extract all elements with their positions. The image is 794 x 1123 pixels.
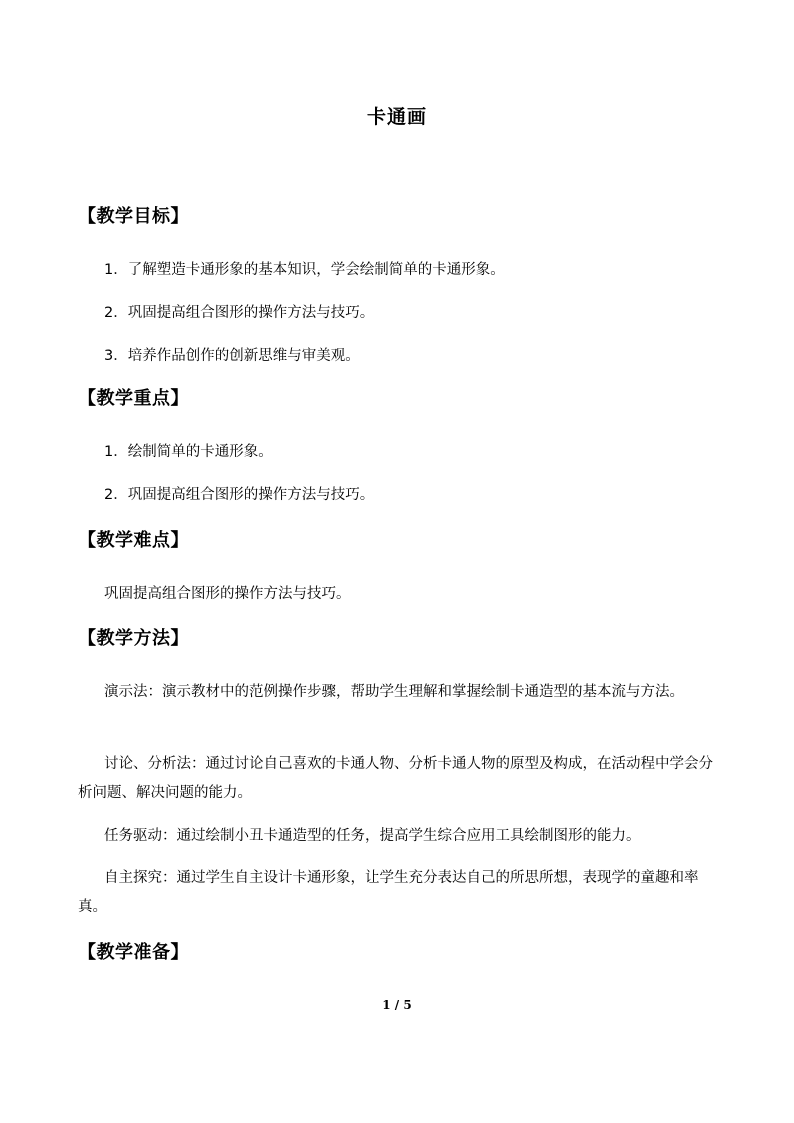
heading-difficulties: 【教学难点】 bbox=[78, 530, 189, 551]
page-number: 1 / 5 bbox=[382, 998, 412, 1012]
heading-key-points: 【教学重点】 bbox=[78, 388, 189, 409]
method-paragraph-4: 自主探究：通过学生自主设计卡通形象，让学生充分表达自己的所思所想，表现学的童趣和率真。 bbox=[78, 870, 699, 915]
heading-preparation: 【教学准备】 bbox=[78, 942, 189, 963]
objective-item-2: 2．巩固提高组合图形的操作方法与技巧。 bbox=[104, 305, 375, 321]
heading-objectives: 【教学目标】 bbox=[78, 206, 189, 227]
document-title: 卡通画 bbox=[366, 106, 427, 128]
difficulty-text: 巩固提高组合图形的操作方法与技巧。 bbox=[104, 586, 351, 602]
method-paragraph-2: 讨论、分析法：通过讨论自己喜欢的卡通人物、分析卡通人物的原型及构成，在活动程中学会分析问题、解决问题的能力。 bbox=[78, 756, 713, 801]
method-paragraph-1: 演示法：演示教材中的范例操作步骤，帮助学生理解和掌握绘制卡通造型的基本流与方法。 bbox=[104, 684, 684, 700]
key-point-item-2: 2．巩固提高组合图形的操作方法与技巧。 bbox=[104, 487, 375, 503]
objective-item-3: 3．培养作品创作的创新思维与审美观。 bbox=[104, 348, 360, 364]
objective-item-1: 1．了解塑造卡通形象的基本知识，学会绘制简单的卡通形象。 bbox=[104, 262, 505, 278]
method-paragraph-3: 任务驱动：通过绘制小丑卡通造型的任务，提高学生综合应用工具绘制图形的能力。 bbox=[104, 828, 641, 844]
key-point-item-1: 1．绘制简单的卡通形象。 bbox=[104, 444, 273, 460]
heading-methods: 【教学方法】 bbox=[78, 628, 189, 649]
